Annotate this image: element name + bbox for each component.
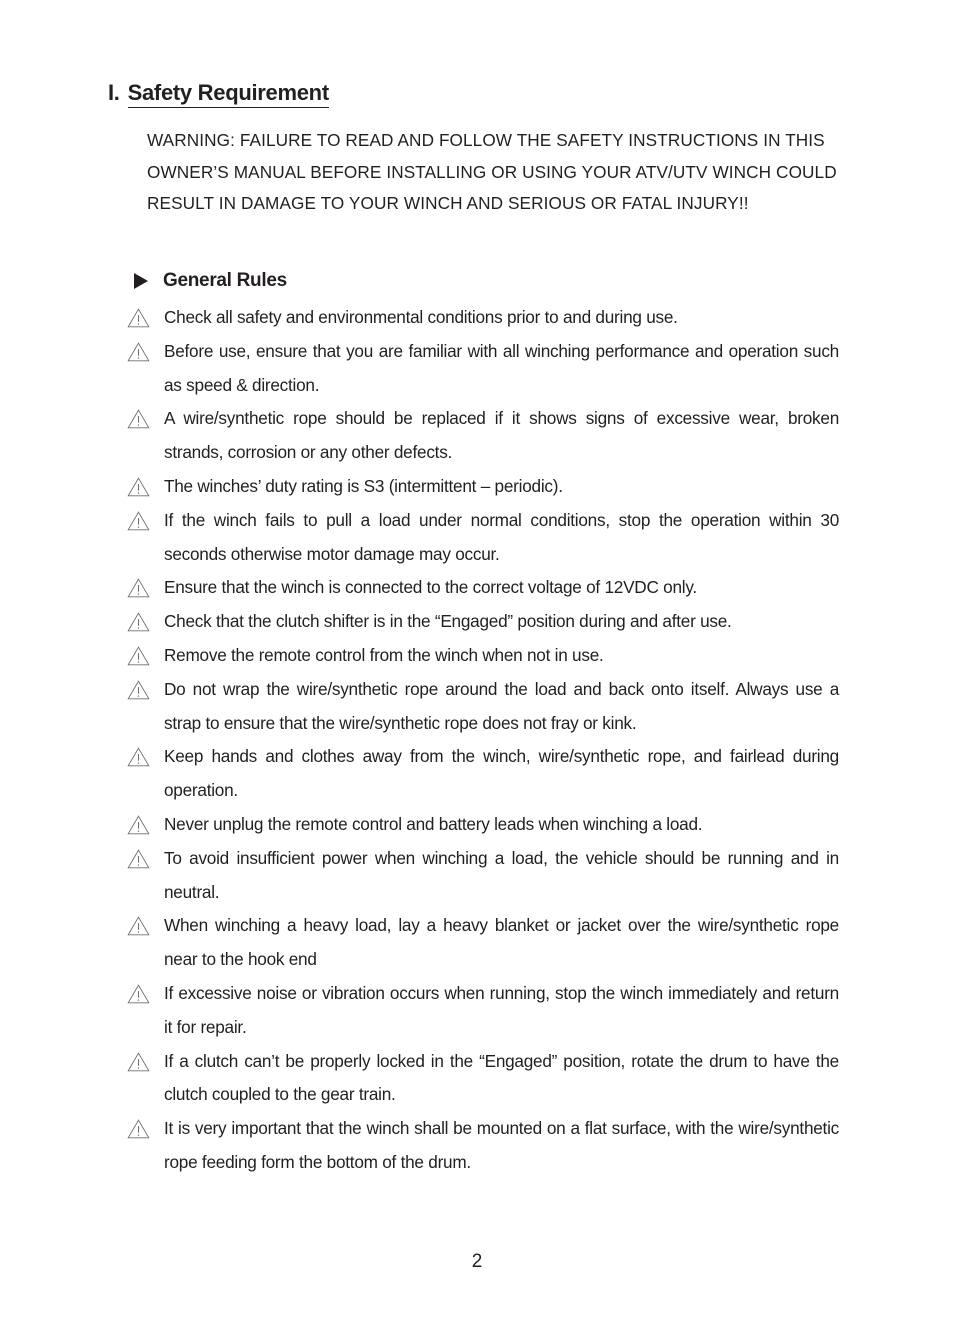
rule-item-8	[127, 639, 839, 673]
rule-item-3	[127, 402, 839, 470]
rule-text: If the winch fails to pull a load under normal conditions, stop the operation within 30 seconds otherwise motor damage may occur.	[164, 509, 839, 564]
rule-text: Remove the remote control from the winch when not in use.	[164, 644, 604, 665]
section-number: I.	[108, 80, 120, 105]
rule-text: Never unplug the remote control and battery leads when winching a load.	[164, 813, 703, 834]
warning-triangle-icon	[127, 1119, 150, 1139]
warning-triangle-icon	[127, 308, 150, 328]
rule-item-16	[127, 1112, 839, 1180]
warning-triangle-icon	[127, 646, 150, 666]
rule-text: Check all safety and environmental conditions prior to and during use.	[164, 307, 678, 327]
rule-item-6	[127, 571, 839, 605]
warning-triangle-icon	[127, 612, 150, 632]
rule-text: Ensure that the winch is connected to the correct voltage of 12VDC only.	[164, 577, 697, 598]
rule-item-14	[127, 977, 839, 1045]
rule-text: The winches’ duty rating is S3 (intermittent – periodic).	[164, 475, 563, 496]
general-rules-heading	[134, 270, 287, 292]
warning-triangle-icon	[127, 849, 150, 869]
warning-triangle-icon	[127, 916, 150, 936]
rule-item-5	[127, 504, 839, 572]
warning-triangle-icon	[127, 477, 150, 497]
rule-item-12	[127, 842, 839, 910]
section-heading	[108, 80, 329, 108]
warning-triangle-icon	[127, 409, 150, 429]
rule-text: It is very important that the winch shall be mounted on a flat surface, with the wire/synthetic rope feeding form the bottom of the drum.	[164, 1118, 839, 1172]
rule-text: If a clutch can’t be properly locked in the “Engaged” position, rotate the drum to have the clutch coupled to the gear train.	[164, 1050, 839, 1105]
warning-triangle-icon	[127, 747, 150, 767]
warning-triangle-icon	[127, 815, 150, 835]
warning-triangle-icon	[127, 1052, 150, 1072]
rule-item-1	[127, 301, 839, 335]
rule-text: Keep hands and clothes away from the winch, wire/synthetic rope, and fairlead during operation.	[164, 746, 839, 801]
warning-triangle-icon	[127, 680, 150, 700]
rule-item-15	[127, 1045, 839, 1113]
rule-item-4	[127, 470, 839, 504]
rule-text: Check that the clutch shifter is in the “Engaged” position during and after use.	[164, 611, 732, 632]
rule-item-13	[127, 909, 839, 977]
general-rules-list	[127, 301, 839, 1180]
rule-item-7	[127, 605, 839, 639]
general-rules-title: General Rules	[163, 270, 287, 291]
page-number: 2	[471, 1251, 483, 1272]
rule-text: When winching a heavy load, lay a heavy blanket or jacket over the wire/synthetic rope near to the hook end	[164, 915, 839, 970]
warning-triangle-icon	[127, 984, 150, 1004]
warning-triangle-icon	[127, 578, 150, 598]
warning-triangle-icon	[127, 511, 150, 531]
rule-text: A wire/synthetic rope should be replaced if it shows signs of excessive wear, broken strands, corrosion or any other defects.	[164, 408, 839, 463]
rule-item-2	[127, 335, 839, 403]
rule-text: If excessive noise or vibration occurs when running, stop the winch immediately and return it for repair.	[164, 982, 839, 1037]
warning-triangle-icon	[127, 342, 150, 362]
rule-item-11	[127, 808, 839, 842]
rule-text: Do not wrap the wire/synthetic rope around the load and back onto itself. Always use a strap to ensure that the wire/synthetic rope does not fray or kink.	[164, 678, 839, 733]
rule-item-9	[127, 673, 839, 741]
triangle-right-icon	[134, 273, 148, 289]
rule-item-10	[127, 740, 839, 808]
rule-text: To avoid insufficient power when winching a load, the vehicle should be running and in neutral.	[164, 847, 839, 902]
warning-paragraph: WARNING: FAILURE TO READ AND FOLLOW THE SAFETY INSTRUCTIONS IN THIS OWNER’S MANUAL BEFORE INSTALLING OR USING YOUR ATV/UTV WINCH COULD RESULT IN DAMAGE TO YOUR WINCH AND SERIOUS OR FATAL INJURY!!	[147, 130, 837, 213]
rule-text: Before use, ensure that you are familiar with all winching performance and operation such as speed & direction.	[164, 340, 839, 395]
section-title: Safety Requirement	[128, 80, 329, 108]
